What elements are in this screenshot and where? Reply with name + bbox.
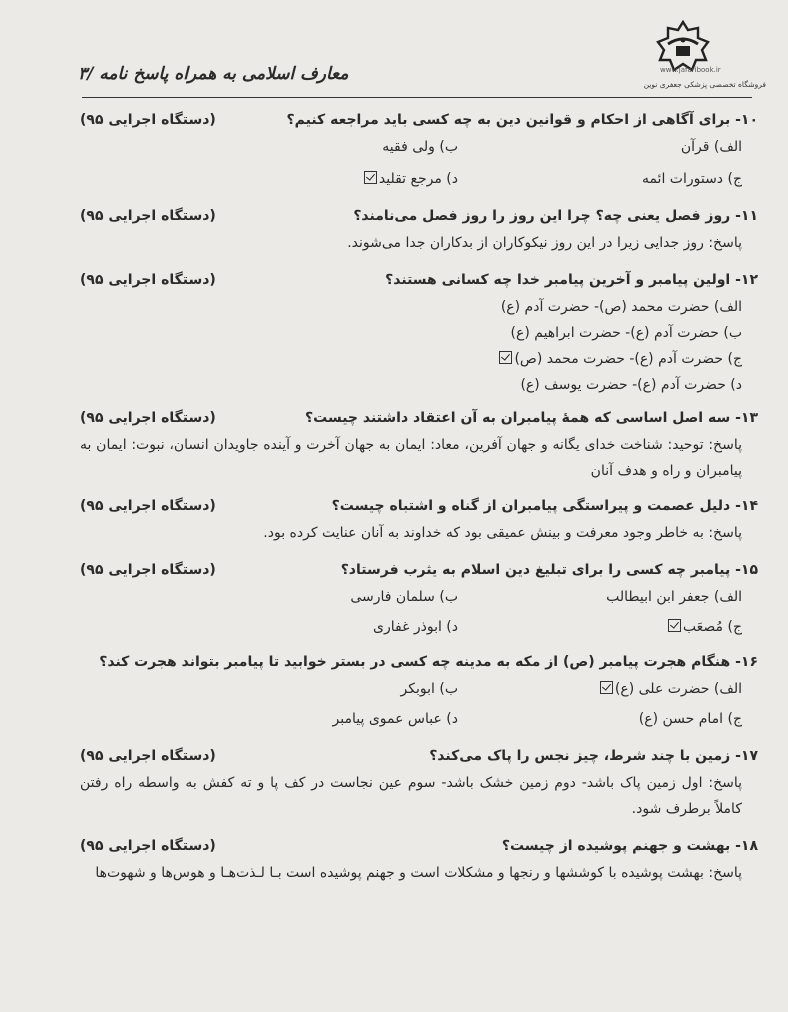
question-source: (دستگاه اجرایی ۹۵) bbox=[80, 272, 216, 288]
option-a: الف) قرآن bbox=[680, 139, 742, 155]
page-header bbox=[78, 60, 752, 96]
question-title: ۱۷- زمین با چند شرط، چیز نجس را پاک می‌کند؟ bbox=[429, 748, 758, 764]
question-answer: پاسخ: اول زمین پاک باشد- دوم زمین خشک باشد- سوم عین نجاست در کف پا و ته کفش به واسطه راه رفتن کاملاً برطرف شود. bbox=[80, 775, 742, 817]
question-answer: پاسخ: بهشت پوشیده با کوششها و رنجها و مشکلات است و جهنم پوشیده است بـا لـذت‌هـا و هوس‌ها و شهوت‌ها bbox=[95, 865, 742, 881]
option-b: ب) ابوبکر bbox=[400, 681, 458, 697]
question-title: ۱۴- دلیل عصمت و پیراستگی پیامبران از گناه و اشتباه چیست؟ bbox=[331, 498, 758, 514]
option-a-correct bbox=[600, 676, 742, 702]
option-c: ج) دستورات ائمه bbox=[641, 171, 742, 187]
option-d-correct bbox=[364, 166, 458, 192]
question-answer: پاسخ: روز جدایی زیرا در این روز نیکوکاران از بدکاران جدا می‌شوند. bbox=[347, 235, 742, 251]
option-d: د) ابوذر غفاری bbox=[373, 619, 458, 635]
question-11 bbox=[80, 202, 758, 256]
question-answer: پاسخ: به خاطر وجود معرفت و بینش عمیقی بود که خداوند به آنان عنایت کرده بود. bbox=[263, 525, 742, 541]
question-10 bbox=[80, 106, 758, 192]
question-title: ۱۶- هنگام هجرت پیامبر (ص) از مکه به مدینه چه کسی در بستر خوابید تا پیامبر بتواند هجرت کند؟ bbox=[99, 654, 758, 670]
logo-url: www.jafaribook.ir bbox=[660, 66, 721, 74]
option-c: ج) مُصعَب bbox=[682, 619, 742, 635]
option-c-correct bbox=[668, 614, 742, 640]
option-b: ب) ولی فقیه bbox=[382, 139, 458, 155]
checkmark-icon bbox=[364, 171, 377, 184]
question-16 bbox=[80, 648, 758, 732]
header-divider bbox=[82, 97, 752, 98]
option-c-correct bbox=[499, 346, 742, 372]
question-15 bbox=[80, 556, 758, 640]
question-title: ۱۰- برای آگاهی از احکام و قوانین دین به چه کسی باید مراجعه کنیم؟ bbox=[286, 112, 758, 128]
option-d: د) مرجع تقلید bbox=[378, 171, 458, 187]
checkmark-icon bbox=[600, 681, 613, 694]
question-source: (دستگاه اجرایی ۹۵) bbox=[80, 498, 216, 514]
option-d: د) عباس عموی پیامبر bbox=[332, 711, 458, 727]
checkmark-icon bbox=[499, 351, 512, 364]
question-source: (دستگاه اجرایی ۹۵) bbox=[80, 748, 216, 764]
page-title: معارف اسلامی به همراه پاسخ نامه /۳ bbox=[78, 64, 349, 84]
logo-caption: فروشگاه تخصصی پزشکی جعفری نوین bbox=[643, 80, 766, 89]
question-17 bbox=[80, 742, 758, 822]
question-answer: پاسخ: توحید: شناخت خدای یگانه و جهان آفرین، معاد: ایمان به جهان آخرت و آینده جاویدان انسان، نبوت: ایمان به پیامبران و راه و هدف آنان bbox=[80, 437, 742, 479]
question-source: (دستگاه اجرایی ۹۵) bbox=[80, 208, 216, 224]
question-title: ۱۲- اولین پیامبر و آخرین پیامبر خدا چه کسانی هستند؟ bbox=[385, 272, 758, 288]
question-title: ۱۵- پیامبر چه کسی را برای تبلیغ دین اسلام به یثرب فرستاد؟ bbox=[340, 562, 758, 578]
option-d: د) حضرت آدم (ع)- حضرت یوسف (ع) bbox=[520, 377, 742, 393]
question-source: (دستگاه اجرایی ۹۵) bbox=[80, 838, 216, 854]
question-source: (دستگاه اجرایی ۹۵) bbox=[80, 410, 216, 426]
question-title: ۱۳- سه اصل اساسی که همهٔ پیامبران به آن اعتقاد داشتند چیست؟ bbox=[305, 410, 758, 426]
option-c: ج) حضرت آدم (ع)- حضرت محمد (ص) bbox=[514, 351, 742, 367]
question-12 bbox=[80, 266, 758, 398]
question-14 bbox=[80, 492, 758, 546]
option-a: الف) حضرت علی (ع) bbox=[614, 681, 742, 697]
question-source: (دستگاه اجرایی ۹۵) bbox=[80, 562, 216, 578]
question-18 bbox=[80, 832, 758, 886]
option-b: ب) حضرت آدم (ع)- حضرت ابراهیم (ع) bbox=[510, 325, 742, 341]
questions-list bbox=[80, 106, 758, 886]
question-source: (دستگاه اجرایی ۹۵) bbox=[80, 112, 216, 128]
question-13 bbox=[80, 404, 758, 484]
checkmark-icon bbox=[668, 619, 681, 632]
question-title: ۱۱- روز فصل یعنی چه؟ چرا این روز را روز فصل می‌نامند؟ bbox=[353, 208, 758, 224]
option-c: ج) امام حسن (ع) bbox=[638, 711, 742, 727]
option-a: الف) جعفر ابن ابیطالب bbox=[606, 589, 742, 605]
question-title: ۱۸- بهشت و جهنم پوشیده از چیست؟ bbox=[501, 838, 758, 854]
option-a: الف) حضرت محمد (ص)- حضرت آدم (ع) bbox=[500, 299, 742, 315]
option-b: ب) سلمان فارسی bbox=[350, 589, 458, 605]
